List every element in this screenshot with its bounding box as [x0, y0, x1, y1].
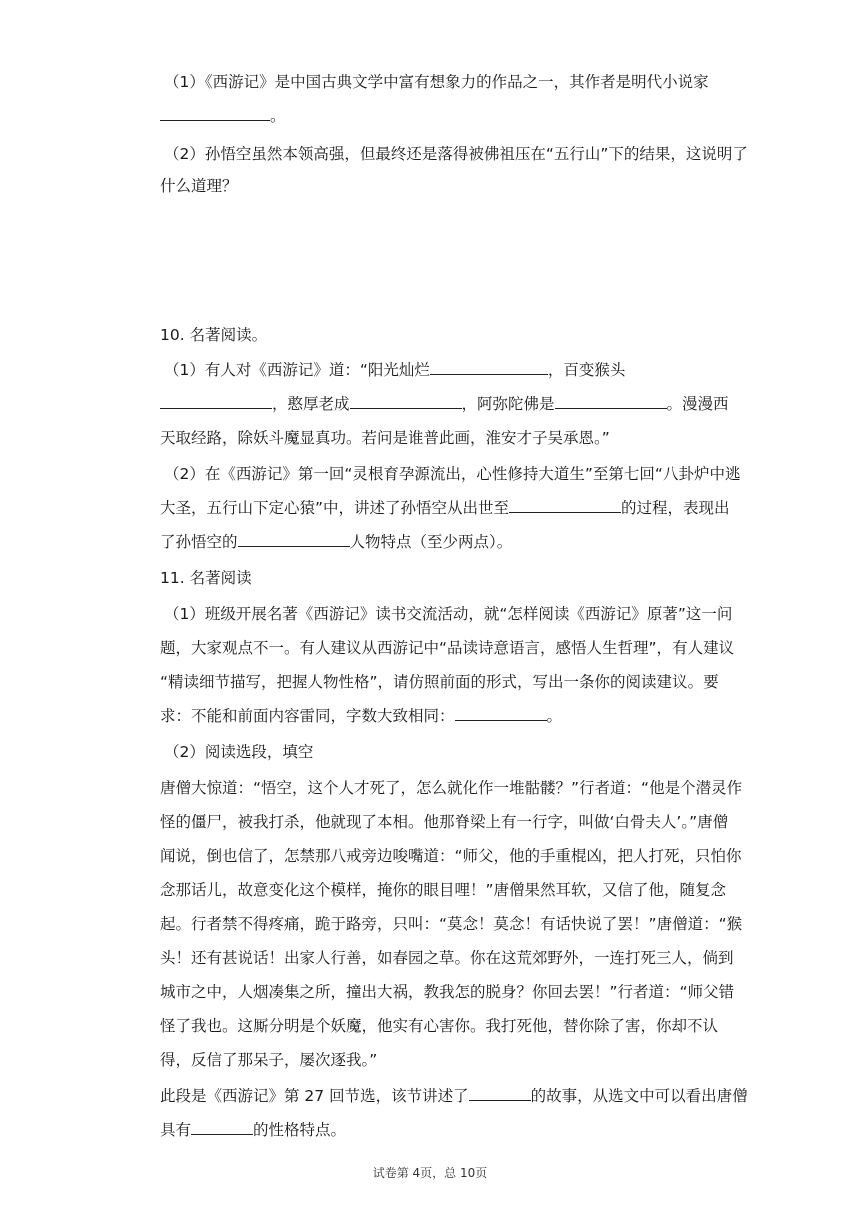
answer-blank[interactable]: [509, 498, 621, 513]
q9-part1-line2: 。: [160, 106, 286, 126]
q10-part2-line3: 了孙悟空的 人物特点（至少两点）。: [160, 533, 513, 551]
q10-part2-line2: 大圣，五行山下定心猿”中，讲述了孙悟空从出世至 的过程，表现出: [160, 499, 730, 517]
passage-line: 唐僧大惊道：“悟空，这个人才死了，怎么就化作一堆骷髅？”行者道：“他是个潜灵作: [160, 779, 743, 797]
q11-part1-line3: “精读细节描写，把握人物性格”，请仿照前面的形式，写出一条你的阅读建议。要: [160, 673, 719, 691]
answer-blank[interactable]: [191, 1120, 253, 1135]
passage-line: 念那话儿，故意变化这个模样，掩你的眼目哩！”唐僧果然耳软，又信了他，随复念: [160, 881, 727, 899]
answer-blank[interactable]: [455, 706, 547, 721]
q11-part2-label: （2）阅读选段，填空: [164, 743, 314, 761]
q11-part1-line4: 求：不能和前面内容雷同，字数大致相同： 。: [160, 707, 563, 725]
passage-line: 闻说，倒也信了，怎禁那八戒旁边唆嘴道：“师父，他的手重棍凶，把人打死，只怕你: [160, 847, 742, 865]
q10-title: 10. 名著阅读。: [160, 326, 268, 344]
answer-blank[interactable]: [469, 1086, 531, 1101]
q11-title: 11. 名著阅读: [160, 569, 252, 587]
q11-part1-line2: 题，大家观点不一。有人建议从西游记中“品读诗意语言，感悟人生哲理”，有人建议: [160, 639, 735, 657]
answer-blank[interactable]: [555, 394, 667, 409]
answer-blank[interactable]: [238, 532, 350, 547]
q10-part1-line2: ，憨厚老成 ，阿弥陀佛是 。漫漫西: [160, 394, 729, 414]
passage-line: 城市之中，人烟凑集之所，撞出大祸，教我怎的脱身？你回去罢！”行者道：“师父错: [160, 983, 735, 1001]
q11-question-line1: 此段是《西游记》第 27 回节选，该节讲述了 的故事，从选文中可以看出唐僧: [160, 1087, 748, 1105]
answer-blank[interactable]: [160, 394, 272, 409]
q10-part1-line1: （1）有人对《西游记》道：“阳光灿烂 ，百变猴头: [164, 361, 626, 379]
q11-part1-line1: （1）班级开展名著《西游记》读书交流活动，就“怎样阅读《西游记》原著”这一问: [164, 605, 733, 623]
passage-line: 得，反信了那呆子，屡次逐我。”: [160, 1051, 378, 1069]
q10-part1-line3: 天取经路，除妖斗魔显真功。若问是谁普此画，淮安才子吴承恩。”: [160, 429, 610, 447]
passage-line: 起。行者禁不得疼痛，跪于路旁，只叫：“莫念！莫念！有话快说了罢！”唐僧道：“猴: [160, 915, 743, 933]
q9-part2-line1: （2）孙悟空虽然本领高强，但最终还是落得被佛祖压在“五行山”下的结果，这说明了: [164, 145, 748, 163]
answer-blank[interactable]: [350, 394, 462, 409]
q9-part1-line1: （1）《西游记》是中国古典文学中富有想象力的作品之一，其作者是明代小说家: [164, 73, 709, 91]
answer-blank[interactable]: [160, 106, 270, 121]
q9-part2-line2: 什么道理？: [160, 177, 238, 195]
q11-question-line2: 具有 的性格特点。: [160, 1121, 347, 1139]
passage-line: 怪的僵尸，被我打杀，他就现了本相。他那脊梁上有一行字，叫做‘白骨夫人’。”唐僧: [160, 813, 729, 831]
answer-blank[interactable]: [430, 360, 548, 375]
passage-line: 头！还有甚说话！出家人行善，如春园之草。你在这荒郊野外，一连打死三人，倘到: [160, 949, 734, 967]
page-footer: 试卷第 4页，总 10页: [372, 1166, 488, 1180]
q10-part2-line1: （2）在《西游记》第一回“灵根育孕源流出，心性修持大道生”至第七回“八卦炉中逃: [164, 465, 741, 483]
passage-line: 怪了我也。这厮分明是个妖魔，他实有心害你。我打死他，替你除了害，你却不认: [160, 1017, 719, 1035]
